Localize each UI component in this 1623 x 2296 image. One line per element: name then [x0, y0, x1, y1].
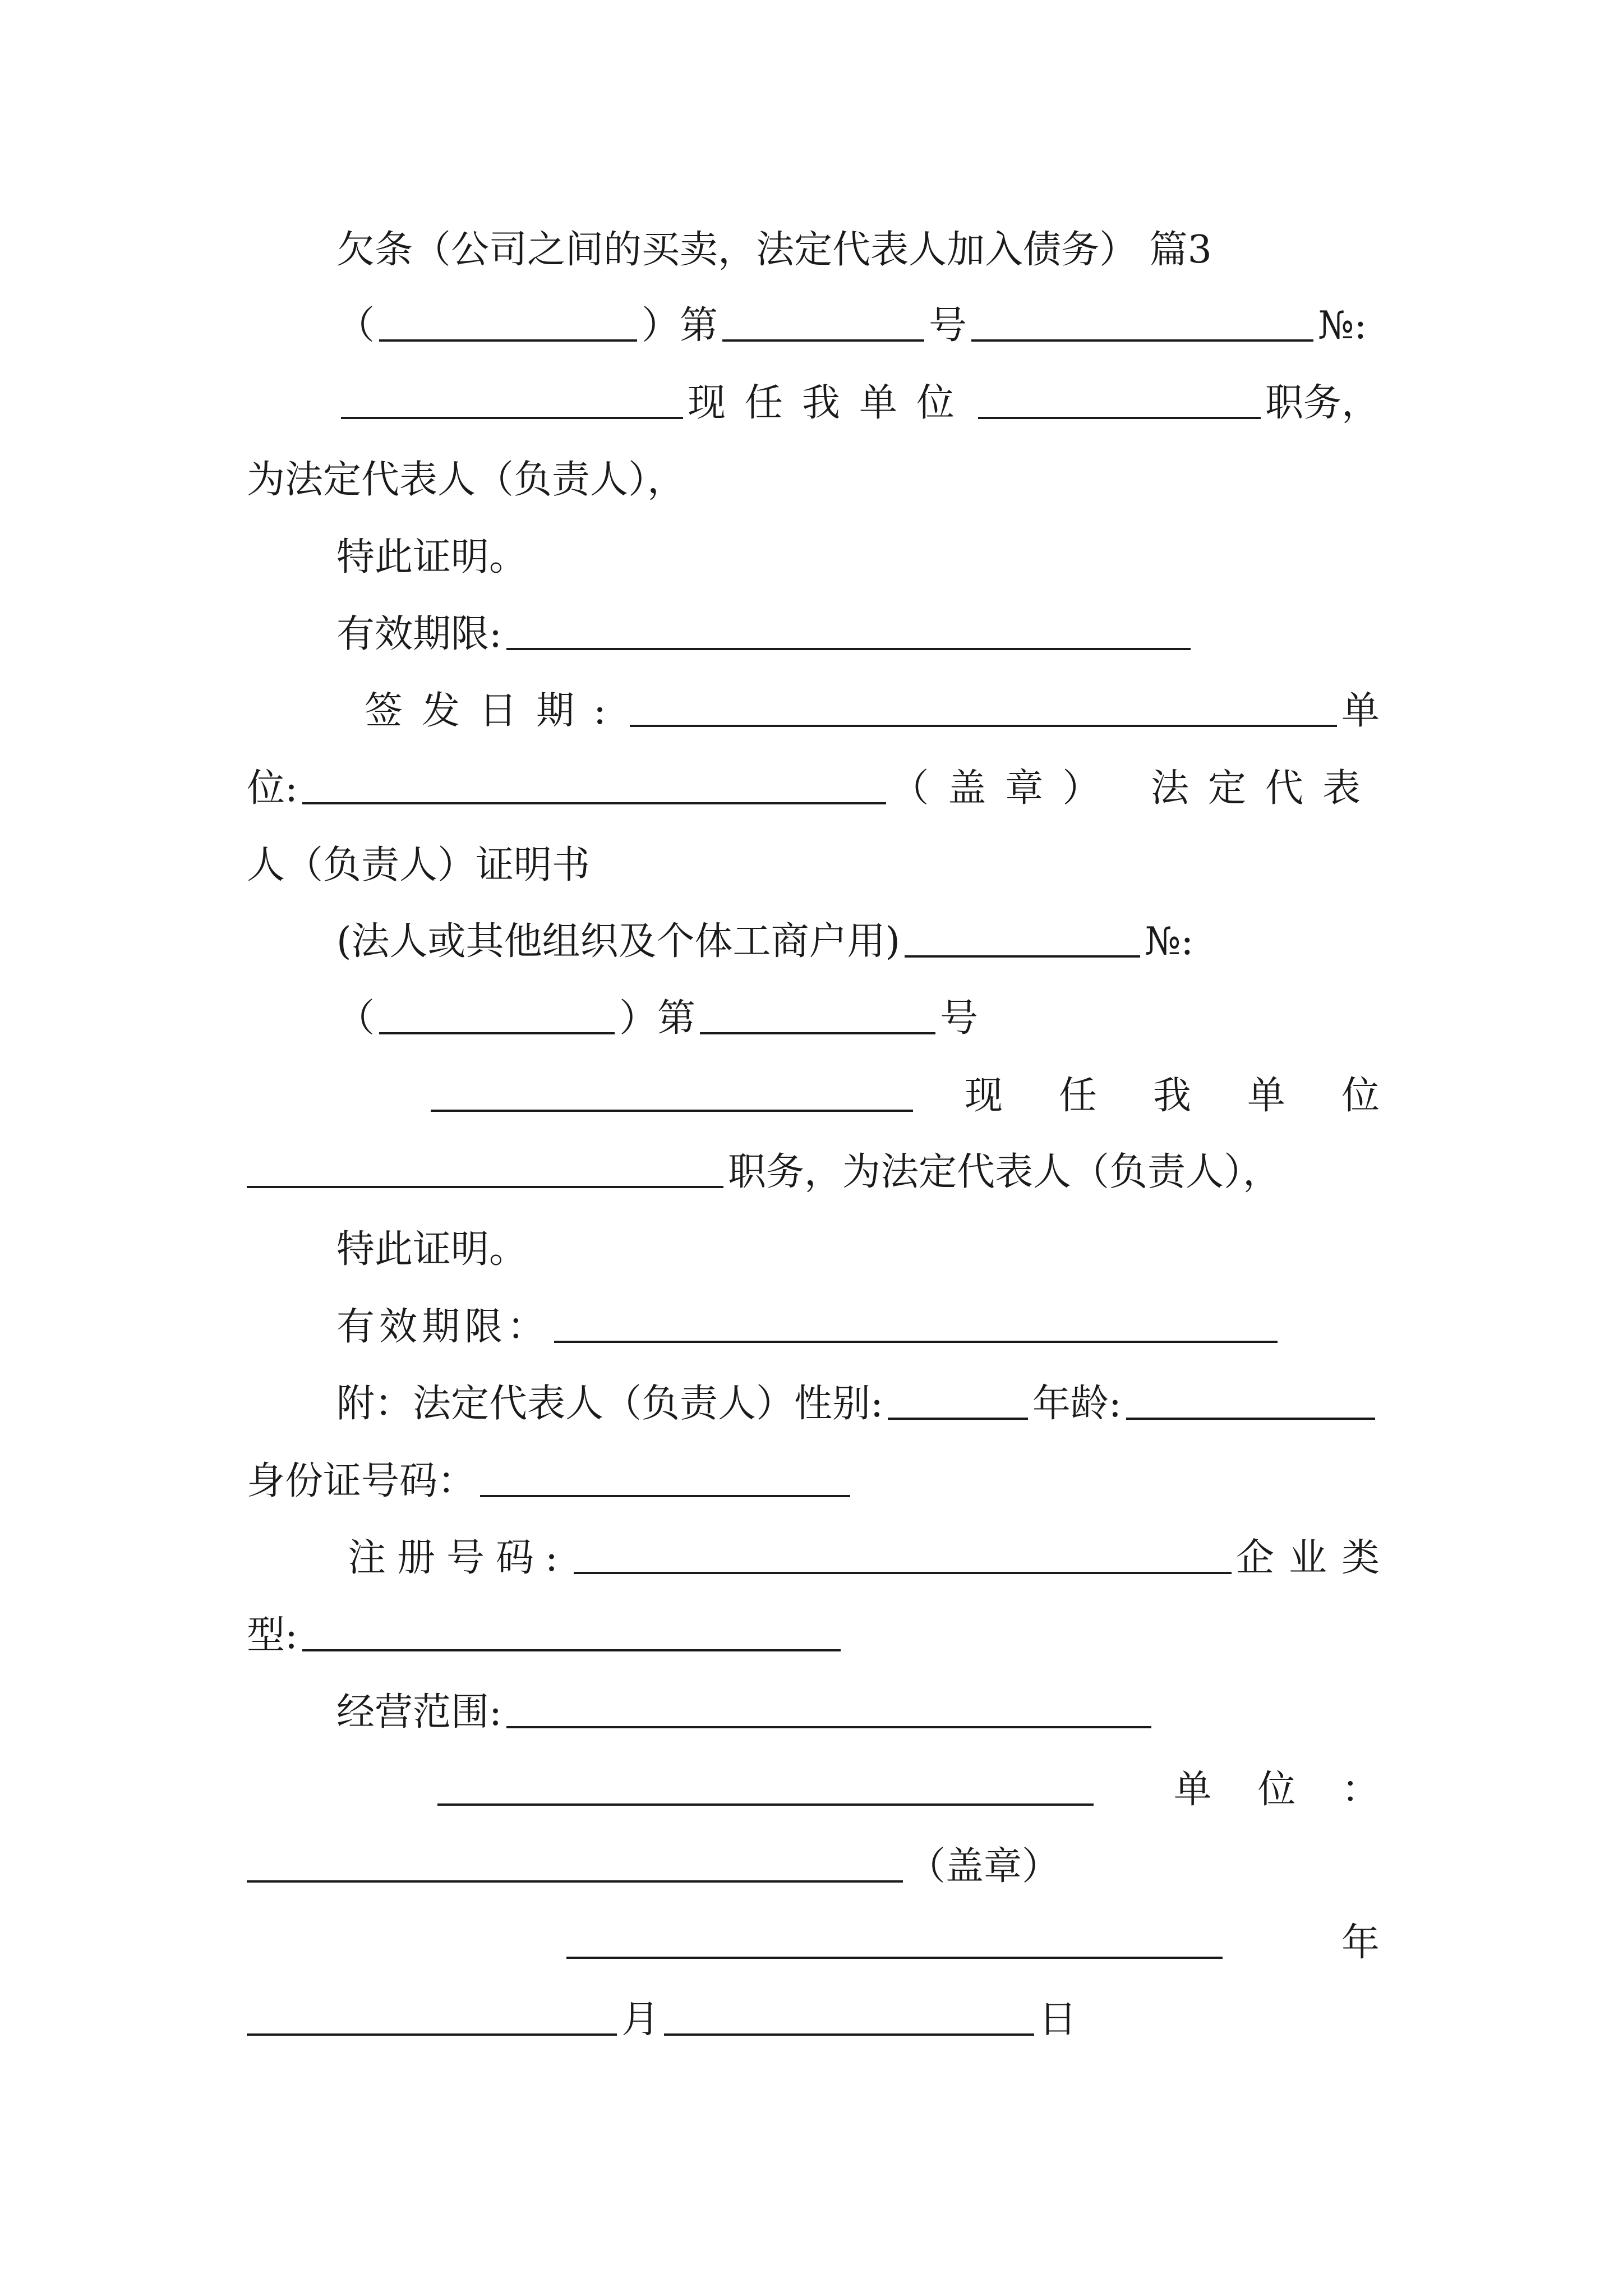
dan-label: 单: [1341, 689, 1380, 733]
unit-label: 单 位 ：: [1173, 1768, 1380, 1812]
attach-gender-label: 附：法定代表人（负责人）性别:: [336, 1382, 883, 1426]
document-title: [336, 202, 1380, 272]
blank-field[interactable]: [302, 802, 886, 804]
seal-rep-text: （盖章） 法定代表: [891, 766, 1380, 811]
certify-line-2: [336, 1202, 1380, 1272]
as-rep-text: 为法定代表人（负责人），: [247, 458, 686, 502]
blank-field[interactable]: [379, 1032, 615, 1034]
issue-date-label: 签发日期:: [365, 689, 625, 733]
as-rep-line-1: [247, 432, 1380, 502]
blank-field[interactable]: [431, 1110, 913, 1112]
hao-label: 号: [940, 996, 979, 1041]
number-line-2: [336, 970, 1380, 1041]
di-label: ）第: [619, 996, 696, 1041]
blank-field[interactable]: [506, 648, 1191, 650]
issue-date-line: [365, 663, 1380, 733]
blank-field[interactable]: [664, 2033, 1034, 2036]
ent-type-line: [247, 1588, 1380, 1658]
blank-field[interactable]: [630, 725, 1337, 727]
month-day-line: [247, 1972, 1380, 2042]
unit-line-2: [437, 1742, 1380, 1812]
wei-label: 位:: [247, 766, 298, 811]
di-label: ）第: [642, 303, 718, 348]
scope-line: [336, 1664, 1380, 1732]
seal-label: （盖章）: [907, 1844, 1061, 1889]
cert-title-line: [247, 817, 1380, 885]
blank-field[interactable]: [978, 417, 1261, 419]
blank-field[interactable]: [574, 1572, 1232, 1574]
title-text: 欠条（公司之间的买卖，法定代表人加入债务） 篇3: [336, 228, 1212, 272]
certify-text: 特此证明。: [336, 535, 528, 579]
current-unit-label: 现任我单位: [964, 1074, 1436, 1118]
age-label: 年龄:: [1032, 1382, 1122, 1426]
current-unit-line-2: [426, 1048, 1436, 1118]
certify-line-1: [336, 509, 1380, 577]
validity-label: 有效期限:: [336, 612, 502, 656]
blank-field[interactable]: [971, 339, 1313, 342]
blank-field[interactable]: [1126, 1418, 1375, 1420]
scope-label: 经营范围:: [336, 1690, 502, 1734]
blank-field[interactable]: [506, 1726, 1151, 1728]
blank-field[interactable]: [700, 1032, 935, 1034]
number-line-1: [336, 278, 1380, 348]
attach-line: [336, 1356, 1380, 1426]
number-mark: №:: [1145, 919, 1194, 964]
blank-field[interactable]: [302, 1649, 841, 1651]
year-label: 年: [1341, 1921, 1380, 1965]
ent-type-label-2: 型:: [247, 1613, 298, 1658]
validity-line-1: [336, 586, 1380, 654]
blank-field[interactable]: [566, 1957, 1223, 1959]
blank-field[interactable]: [905, 955, 1140, 958]
ent-type-label: 企业类: [1235, 1536, 1394, 1580]
blank-field[interactable]: [379, 339, 637, 342]
blank-field[interactable]: [722, 339, 924, 342]
blank-field[interactable]: [480, 1495, 850, 1497]
month-label: 月: [621, 1998, 660, 2042]
reg-no-label: 注册号码:: [348, 1536, 569, 1580]
reg-no-line: [348, 1510, 1394, 1580]
certify-text: 特此证明。: [336, 1227, 528, 1272]
blank-field[interactable]: [437, 1803, 1094, 1806]
for-whom-text: (法人或其他组织及个体工商户用): [336, 919, 901, 964]
hao-label: 号: [929, 303, 967, 348]
blank-field[interactable]: [247, 1880, 903, 1883]
validity-label: 有效期限：: [336, 1305, 550, 1349]
unit-seal-line-1: [247, 740, 1380, 811]
zhiwu-rep-text: 职务，为法定代表人（负责人），: [728, 1150, 1281, 1194]
zhiwu-label: 职务，: [1265, 381, 1380, 425]
blank-field[interactable]: [554, 1341, 1278, 1343]
cert-title: 人（负责人）证明书: [247, 843, 591, 887]
current-unit-line-1: [336, 355, 1380, 425]
validity-line-2: [336, 1279, 1380, 1349]
blank-field[interactable]: [247, 1186, 723, 1188]
for-whom-line: [336, 894, 1380, 964]
blank-field[interactable]: [341, 417, 683, 419]
id-no-label: 身份证号码：: [247, 1459, 476, 1503]
open-paren: （: [336, 303, 375, 348]
zhiwu-line-2: [247, 1124, 1380, 1194]
open-paren: （: [336, 996, 375, 1041]
current-unit-label: 现任我单位: [688, 381, 974, 425]
id-line: [247, 1433, 1380, 1501]
day-label: 日: [1039, 1998, 1077, 2042]
number-mark: №:: [1318, 303, 1367, 348]
year-line: [566, 1895, 1380, 1965]
blank-field[interactable]: [247, 2033, 617, 2036]
blank-field[interactable]: [888, 1418, 1028, 1420]
seal-line-2: [247, 1819, 1380, 1889]
